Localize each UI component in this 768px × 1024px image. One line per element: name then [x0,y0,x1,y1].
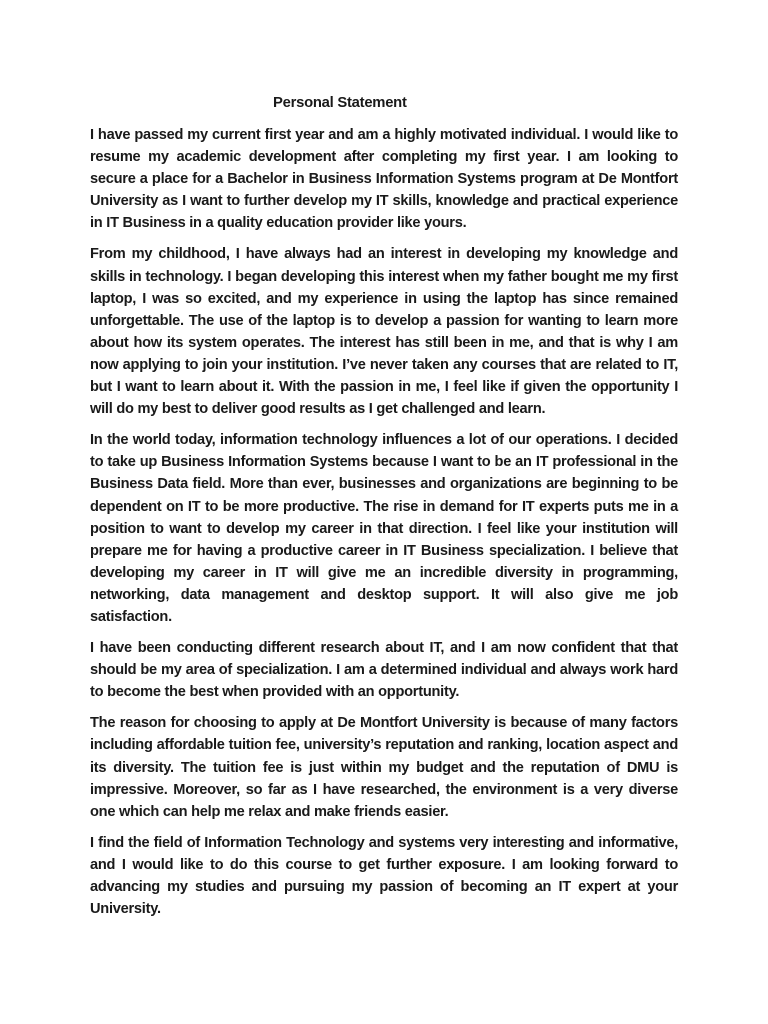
paragraph-childhood-interest: From my childhood, I have always had an interest in developing my knowledge and skills in technology. I began developing this interest when my father bought me my first laptop, I was so excited, and my experience in using the laptop has since remained unforgettable. The use of the laptop is to develop a passion for wanting to learn more about how its system operates. The interest has still been in me, and that is why I am now applying to join your institution. I’ve never taken any courses that are related to IT, but I want to learn about it. With the passion in me, I feel like if given the opportunity I will do my best to deliver good results as I get challenged and learn. [90,246,678,418]
document-page [90,92,678,929]
document-title: Personal Statement [273,95,407,111]
paragraph-it-career: In the world today, information technology influences a lot of our operations. I decided to take up Business Information Systems because I want to be an IT professional in the Business Data field. More than ever, businesses and organizations are beginning to be dependent on IT to be more productive. The rise in demand for IT experts puts me in a position to want to develop my career in that direction. I feel like your institution will prepare me for having a productive career in IT Business specialization. I believe that developing my career in IT will give me an incredible diversity in programming, networking, data management and desktop support. It will also give me job satisfaction. [90,432,678,625]
paragraph-conclusion: I find the field of Information Technology and systems very interesting and informative, and I would like to do this course to get further exposure. I am looking forward to advancing my studies and pursuing my passion of becoming an IT expert at your University. [90,834,678,918]
paragraph-research: I have been conducting different research about IT, and I am now confident that that should be my area of specialization. I am a determined individual and always work hard to become the best when provided with an opportunity. [90,640,678,701]
paragraph-university-choice: The reason for choosing to apply at De Montfort University is because of many factors including affordable tuition fee, university’s reputation and ranking, location aspect and its diversity. The tuition fee is just within my budget and the reputation of DMU is impressive. Moreover, so far as I have researched, the environment is a very diverse one which can help me relax and make friends easier. [90,715,678,820]
paragraph-intro: I have passed my current first year and am a highly motivated individual. I would like to resume my academic development after completing my first year. I am looking to secure a place for a Bachelor in Business Information Systems program at De Montfort University as I want to further develop my IT skills, knowledge and practical experience in IT Business in a quality education provider like yours. [90,127,678,232]
